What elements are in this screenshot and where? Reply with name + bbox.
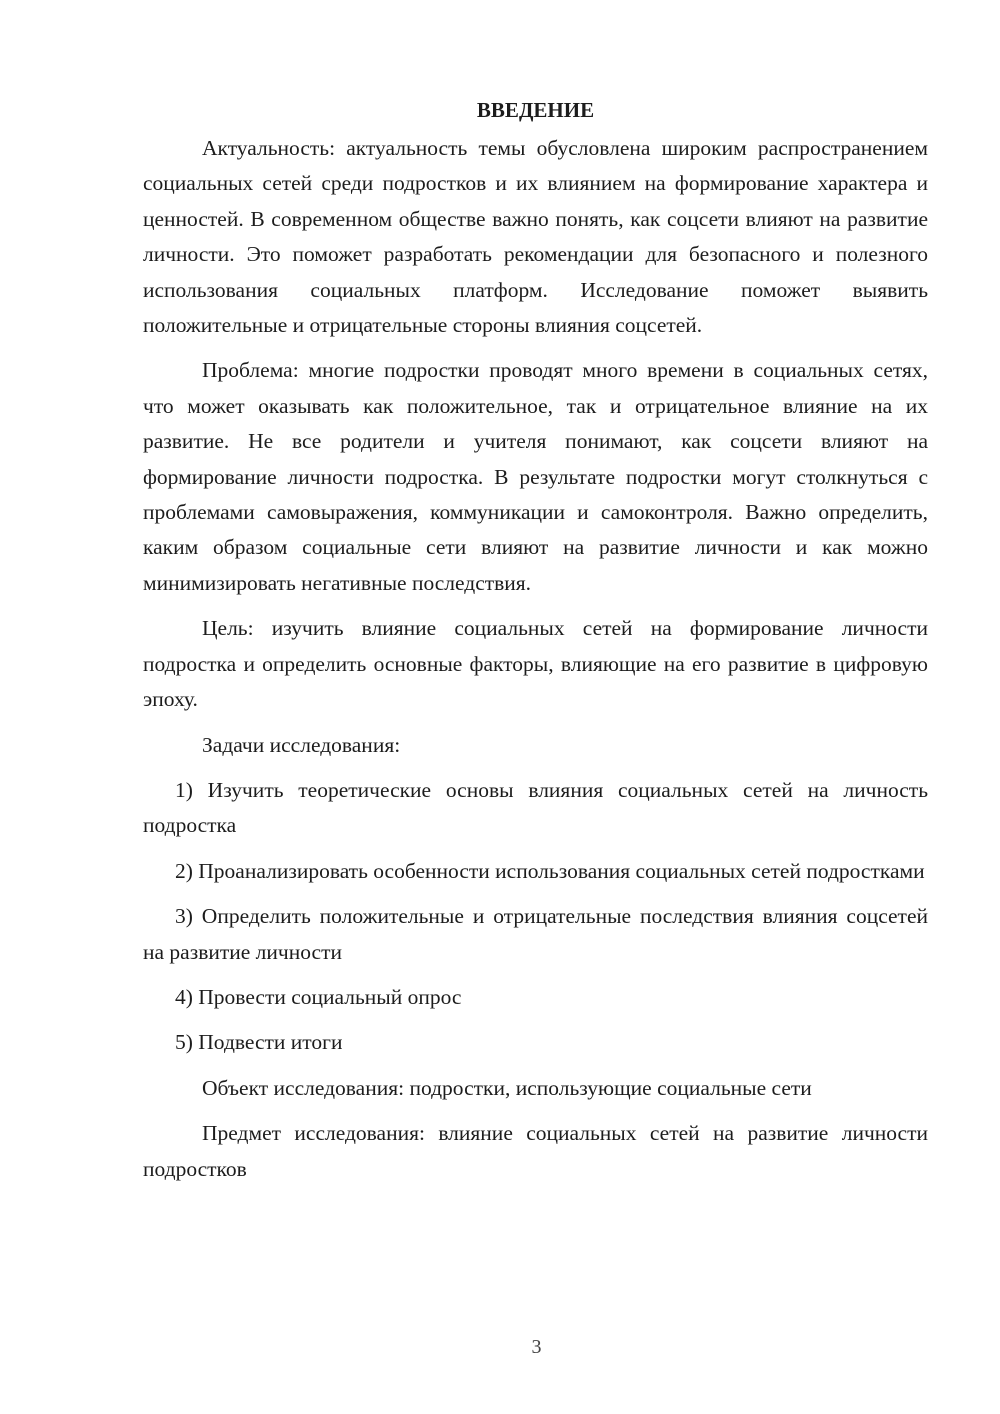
paragraph-problem: Проблема: многие подростки проводят много времени в социальных сетях, что может оказывать как положительное, так и отрицательное влияние на их развитие. Не все родители и учителя понимают, как соцсети влияют на формирование личности подростка. В результате подростки могут столкнуться с проблемами самовыражения, коммуникации и самоконтроля. Важно определить, каким образом социальные сети влияют на развитие личности и как можно минимизировать негативные последствия. [143,358,928,595]
page-number: 3 [531,1336,542,1358]
task-item-4: 4) Провести социальный опрос [175,984,462,1009]
task-item-5: 5) Подвести итоги [175,1030,343,1055]
tasks-heading: Задачи исследования: [202,732,401,757]
page-title: ВВЕДЕНИЕ [476,98,595,122]
paragraph-relevance: Актуальность: актуальность темы обусловлена широким распространением социальных сетей среди подростков и их влиянием на формирование характера и ценностей. В современном обществе важно понять, как соцсети влияют на развитие личности. Это поможет разработать рекомендации для безопасного и полезного использования социальных платформ. Исследование поможет выявить положительные и отрицательные стороны влияния соцсетей. [143,136,928,338]
task-item-1: 1) Изучить теоретические основы влияния социальных сетей на личность подростка [143,777,928,838]
paragraph-goal: Цель: изучить влияние социальных сетей на формирование личности подростка и определить основные факторы, влияющие на его развитие в цифровую эпоху. [143,616,928,712]
paragraph-object: Объект исследования: подростки, использующие социальные сети [202,1075,812,1100]
task-item-2: 2) Проанализировать особенности использования социальных сетей подростками [175,858,925,883]
task-item-3: 3) Определить положительные и отрицательные последствия влияния соцсетей на развитие личности [143,904,928,964]
paragraph-subject: Предмет исследования: влияние социальных сетей на развитие личности подростков [143,1121,928,1181]
document-page [143,92,928,1187]
